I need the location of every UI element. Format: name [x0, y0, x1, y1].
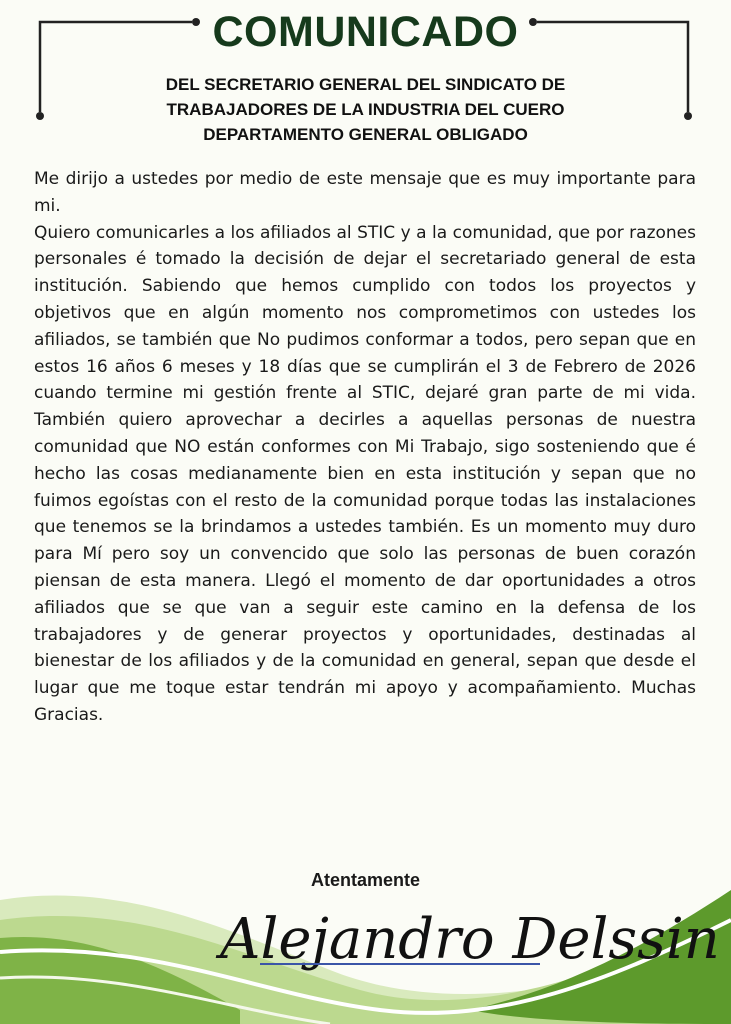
signature-text: Alejandro Delssin [220, 907, 720, 972]
frame-dot-right-bottom [684, 112, 692, 120]
frame-dot-left-bottom [36, 112, 44, 120]
closing-block [0, 870, 731, 970]
paragraph-intro: Me dirijo a ustedes por medio de este mensaje que es muy importante para mi. [34, 169, 696, 216]
paragraph-main: Quiero comunicarles a los afiliados al STIC y a la comunidad, que por razones personales é tomado la decisión de dejar el secretariado general de esta institución. Sabiendo que hemos cumplido con todos los proyectos y objetivos que en algún momento nos comprometimos con ustedes los afiliados, se también que No pudimos conformar a todos, pero sepan que en estos 16 años 6 meses y 18 días que se cumplirán el 3 de Febrero de 2026 cuando termine mi gestión frente al STIC, dejaré gran parte de mi vida. También quiero aprovechar a decirles a aquellas personas de nuestra comunidad que NO están conformes con Mi Trabajo, sigo sosteniendo que é hecho las cosas medianamente bien en esta institución y sepan que no fuimos egoístas con el resto de la comunidad porque todas las instalaciones que tenemos se la brindamos a ustedes también. Es un momento muy duro para Mí pero soy un convencido que solo las personas de buen corazón piensan de esta manera. Llegó el momento de dar oportunidades a otros afiliados que se que van a seguir este camino en la defensa de los trabajadores y de generar proyectos y oportunidades, destinadas al bienestar de los afiliados y de la comunidad en general, sepan que desde el lugar que me toque estar tendrán mi apoyo y acompañamiento. Muchas Gracias. [34, 222, 696, 725]
subtitle-line-1: DEL SECRETARIO GENERAL DEL SINDICATO DE [165, 75, 566, 94]
page-title: COMUNICADO [212, 8, 519, 56]
subtitle-line-2: TRABAJADORES DE LA INDUSTRIA DEL CUERO [166, 100, 565, 119]
subtitle [120, 72, 611, 147]
signature [210, 878, 720, 988]
message-body [34, 166, 696, 729]
salutation: Atentamente [310, 870, 421, 890]
subtitle-line-3: DEPARTAMENTO GENERAL OBLIGADO [203, 125, 528, 144]
